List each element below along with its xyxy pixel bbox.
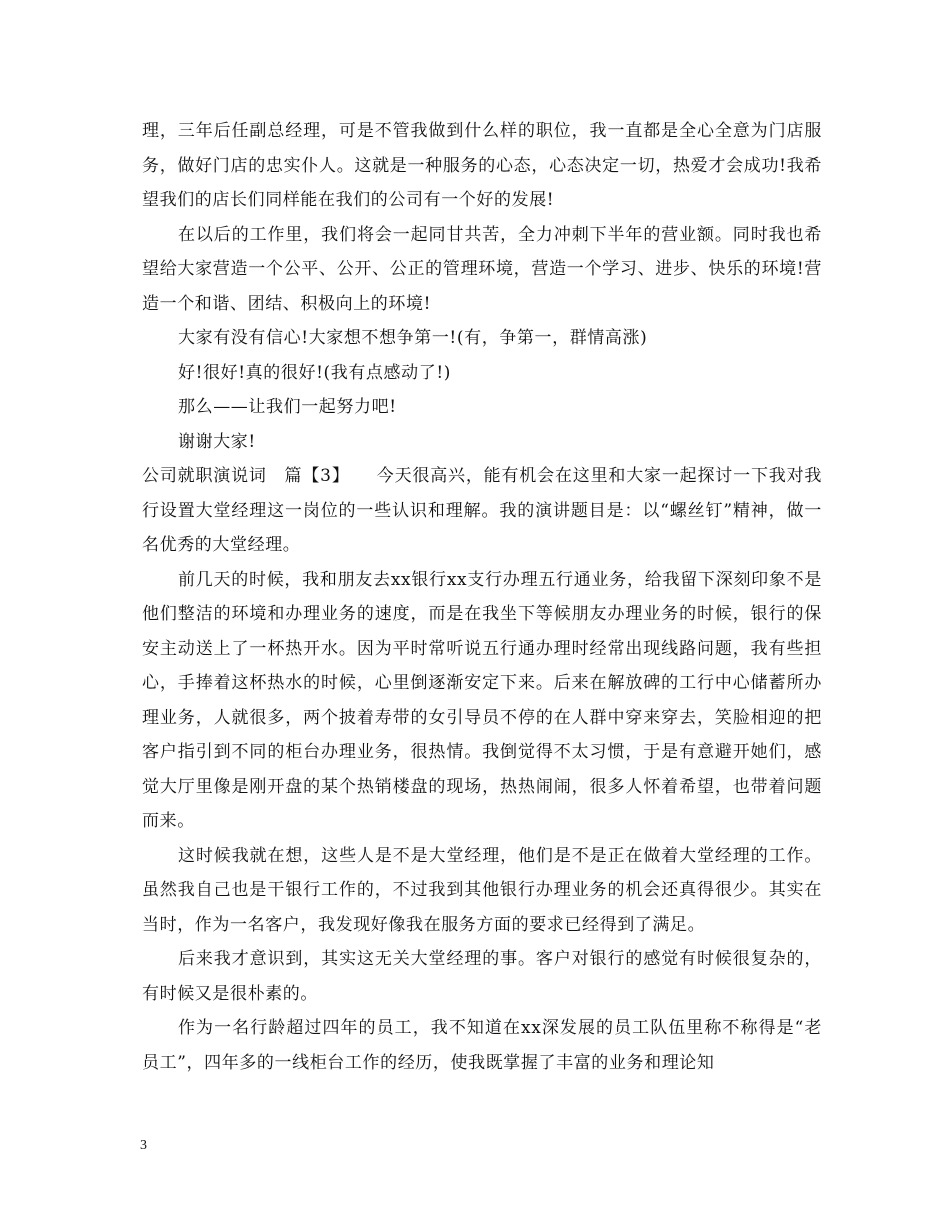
- paragraph-1: 理，三年后任副总经理，可是不管我做到什么样的职位，我一直都是全心全意为门店服务，做好门店的忠实仆人。这就是一种服务的心态，心态决定一切，热爱才会成功!我希望我们的店长们同样能在我们的公司有一个好的发展!: [142, 121, 822, 210]
- section-heading-paragraph: 公司就职演说词 篇【3】 今天很高兴，能有机会在这里和大家一起探讨一下我对我行设置大堂经理这一岗位的一些认识和理解。我的演讲题目是：以“螺丝钉”精神，做一名优秀的大堂经理。: [142, 466, 822, 555]
- page-number: 3: [140, 1138, 147, 1153]
- paragraph-6: 谢谢大家!: [178, 431, 256, 452]
- paragraph-4: 好!很好!真的很好!(我有点感动了!): [178, 362, 451, 383]
- paragraph-9: 这时候我就在想，这些人是不是大堂经理，他们是不是正在做着大堂经理的工作。虽然我自己也是干银行工作的，不过我到其他银行办理业务的机会还真得很少。其实在当时，作为一名客户，我发现好像我在服务方面的要求已经得到了满足。: [142, 845, 822, 935]
- paragraph-5: 那么——让我们一起努力吧!: [178, 397, 397, 417]
- paragraph-2: 在以后的工作里，我们将会一起同甘共苦，全力冲刺下半年的营业额。同时我也希望给大家营造一个公平、公开、公正的管理环境，营造一个学习、进步、快乐的环境!营造一个和谐、团结、积极向上的环境!: [142, 224, 822, 314]
- paragraph-10: 后来我才意识到，其实这无关大堂经理的事。客户对银行的感觉有时候很复杂的，有时候又是很朴素的。: [142, 949, 822, 1004]
- paragraph-3: 大家有没有信心!大家想不想争第一!(有，争第一，群情高涨): [178, 328, 648, 348]
- document-body: [142, 114, 822, 1080]
- paragraph-8: 前几天的时候，我和朋友去xx银行xx支行办理五行通业务，给我留下深刻印象不是他们整洁的环境和办理业务的速度，而是在我坐下等候朋友办理业务的时候，银行的保安主动送上了一杯热开水。因为平时常听说五行通办理时经常出现线路问题，我有些担心，手捧着这杯热水的时候，心里倒逐渐安定下来。后来在解放碑的工行中心储蓄所办理业务，人就很多，两个披着寿带的女引导员不停的在人群中穿来穿去，笑脸相迎的把客户指引到不同的柜台办理业务，很热情。我倒觉得不太习惯，于是有意避开她们，感觉大厅里像是刚开盘的某个热销楼盘的现场，热热闹闹，很多人怀着希望，也带着问题而来。: [142, 569, 822, 831]
- paragraph-11: 作为一名行龄超过四年的员工，我不知道在xx深发展的员工队伍里称不称得是“老员工”，四年多的一线柜台工作的经历，使我既掌握了丰富的业务和理论知: [142, 1018, 822, 1073]
